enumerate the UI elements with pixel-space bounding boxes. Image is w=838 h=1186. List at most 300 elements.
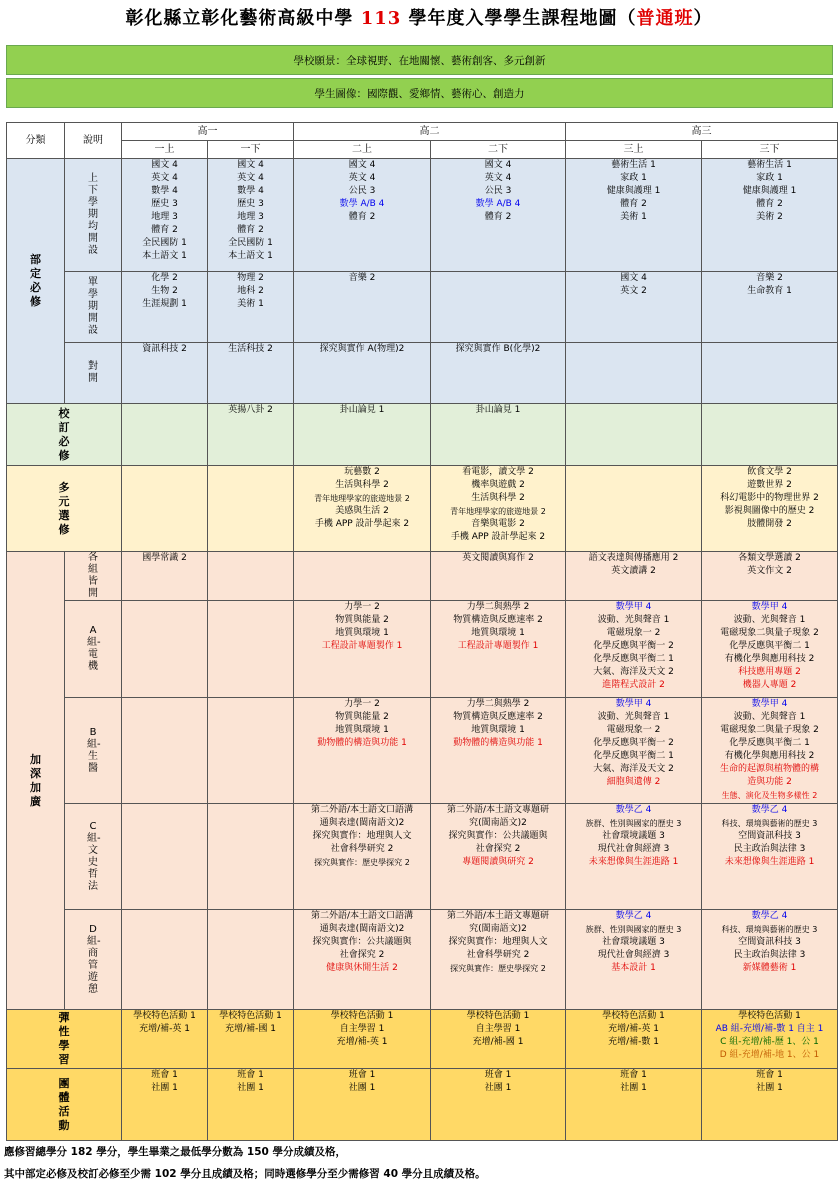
course-item: 有機化學與應用科技 2 xyxy=(724,654,815,664)
course-item: 探究與實作：地理與人文 xyxy=(312,831,412,841)
course-item: 現代社會與經濟 3 xyxy=(597,844,670,854)
course-item: 國文 4 xyxy=(620,273,647,283)
course-item: 科技、環境與藝術的歷史 3 xyxy=(721,925,818,934)
course-item: 生活與科學 2 xyxy=(471,493,525,503)
course-cell xyxy=(294,159,431,272)
course-item: 充增/補-國 1 xyxy=(225,1024,276,1034)
course-item: 體育 2 xyxy=(620,199,647,209)
course-item: 化學反應與平衡一 2 xyxy=(593,738,674,748)
course-item: 科技、環境與藝術的歷史 3 xyxy=(721,819,818,828)
course-item: 社會科學研究 2 xyxy=(466,950,530,960)
course-item: 數學甲 4 xyxy=(751,602,788,612)
course-item: 班會 1 xyxy=(348,1070,376,1080)
course-item: 大氣、海洋及天文 2 xyxy=(593,764,674,774)
course-item: 探究與實作：歷史學探究 2 xyxy=(450,964,546,973)
curriculum-body xyxy=(7,159,838,1141)
course-item: 數學乙 4 xyxy=(615,805,652,815)
category-label: 彈性學習 xyxy=(58,1011,70,1066)
course-item: 班會 1 xyxy=(151,1070,178,1080)
course-cell xyxy=(431,343,566,404)
course-item: 英文 2 xyxy=(620,286,647,296)
header-term: 二下 xyxy=(431,141,566,159)
course-item: 數學甲 4 xyxy=(615,602,652,612)
course-item: 族群、性別與國家的歷史 3 xyxy=(585,925,682,934)
course-item: 社團 1 xyxy=(756,1083,783,1093)
student-portrait-banner: 學生圖像：國際觀、愛鄉情、藝術心、創造力 xyxy=(6,78,833,108)
course-cell xyxy=(294,404,431,466)
course-item: 未來想像與生涯進路 1 xyxy=(724,857,815,867)
course-item: 充增/補-英 1 xyxy=(608,1024,659,1034)
course-cell xyxy=(122,1010,208,1069)
course-item: 電磁現象一 2 xyxy=(606,628,661,638)
course-item: 化學 2 xyxy=(151,273,178,283)
course-item: 健康與護理 1 xyxy=(742,186,797,196)
course-item: 現代社會與經濟 3 xyxy=(597,950,670,960)
course-item: 社會環境議題 3 xyxy=(602,831,665,841)
course-item: 探究與實作 B(化學)2 xyxy=(455,344,541,354)
title-suffix: ） xyxy=(693,8,713,29)
course-item: C 組-充增/補-歷 1、公 1 xyxy=(720,1037,819,1047)
course-cell xyxy=(566,404,702,466)
course-cell xyxy=(431,601,566,698)
course-cell xyxy=(702,272,838,343)
course-item: 美感與生活 2 xyxy=(335,506,389,516)
header-term: 三下 xyxy=(702,141,838,159)
course-item: 地理 3 xyxy=(151,212,178,222)
course-item: 細胞與遺傳 2 xyxy=(606,777,661,787)
course-item: 國文 4 xyxy=(151,160,178,170)
course-item: 英揚八卦 2 xyxy=(228,405,273,415)
curriculum-row xyxy=(7,272,838,343)
course-item: 數學 4 xyxy=(151,186,178,196)
course-item: 動物體的構造與功能 1 xyxy=(453,738,543,748)
course-item: 探究與實作：地理與人文 xyxy=(448,937,548,947)
header-term: 一上 xyxy=(122,141,208,159)
course-item: 手機 APP 設計學起來 2 xyxy=(450,532,546,542)
course-item: 力學一 2 xyxy=(344,602,380,612)
description-cell xyxy=(65,552,122,601)
course-item: 本土語文 1 xyxy=(228,251,273,261)
course-cell xyxy=(566,466,702,552)
header-term: 一下 xyxy=(208,141,294,159)
course-cell xyxy=(208,804,294,910)
course-cell xyxy=(122,1069,208,1141)
course-cell xyxy=(702,552,838,601)
course-cell xyxy=(702,910,838,1010)
course-item: 有機化學與應用科技 2 xyxy=(724,751,815,761)
course-item: 民主政治與法律 3 xyxy=(733,950,806,960)
course-item: 化學反應與平衡二 1 xyxy=(593,654,674,664)
course-item: 波動、光與聲音 1 xyxy=(733,712,806,722)
curriculum-row xyxy=(7,910,838,1010)
course-cell xyxy=(208,404,294,466)
course-cell xyxy=(566,343,702,404)
course-cell xyxy=(431,1069,566,1141)
course-item: AB 組-充增/補-數 1 自主 1 xyxy=(715,1024,824,1034)
course-item: 玩藝數 2 xyxy=(344,467,380,477)
course-item: 數學甲 4 xyxy=(751,699,788,709)
course-item: 新媒體藝術 1 xyxy=(742,963,797,973)
course-item: 國學常識 2 xyxy=(142,553,187,563)
course-item: 音樂 2 xyxy=(348,273,376,283)
course-item: 全民國防 1 xyxy=(228,238,273,248)
curriculum-row xyxy=(7,552,838,601)
course-item: 學校特色活動 1 xyxy=(330,1011,394,1021)
course-cell xyxy=(208,910,294,1010)
course-item: 第二外語/本土語文專題研 xyxy=(446,805,550,815)
course-item: 藝術生活 1 xyxy=(747,160,792,170)
course-item: 體育 2 xyxy=(484,212,512,222)
category-label: 多元選修 xyxy=(58,480,70,536)
course-item: 波動、光與聲音 1 xyxy=(597,712,670,722)
course-item: 化學反應與平衡一 2 xyxy=(593,641,674,651)
curriculum-row xyxy=(7,466,838,552)
header-category: 分類 xyxy=(7,123,65,159)
course-item: 卦山論見 1 xyxy=(475,405,521,415)
description-cell xyxy=(65,601,122,698)
description-cell xyxy=(65,910,122,1010)
course-item: 波動、光與聲音 1 xyxy=(597,615,670,625)
course-item: 物質與能量 2 xyxy=(335,615,389,625)
course-item: 探究與實作：公共議題與 xyxy=(448,831,548,841)
course-item: 社團 1 xyxy=(151,1083,178,1093)
course-item: 波動、光與聲音 1 xyxy=(733,615,806,625)
course-item: 第二外語/本土語文專題研 xyxy=(446,911,550,921)
course-item: 探究與實作 A(物理)2 xyxy=(319,344,405,354)
course-item: 社團 1 xyxy=(237,1083,264,1093)
course-item: 數學甲 4 xyxy=(615,699,652,709)
course-cell xyxy=(702,404,838,466)
course-item: 第二外語/本土語文口語溝 xyxy=(310,805,414,815)
course-item: 數學 4 xyxy=(237,186,264,196)
category-cell xyxy=(7,466,122,552)
course-cell xyxy=(702,1010,838,1069)
category-cell xyxy=(7,1069,122,1141)
course-item: 家政 1 xyxy=(620,173,647,183)
course-item: 未來想像與生涯進路 1 xyxy=(588,857,679,867)
course-cell xyxy=(431,552,566,601)
course-cell xyxy=(208,466,294,552)
course-item: 國文 4 xyxy=(348,160,376,170)
footer-credit-requirement: 其中部定必修及校訂必修至少需 102 學分且成績及格；同時選修學分至少需修習 40 學分且成績及格。 xyxy=(4,1168,486,1180)
course-item: 青年地理學家的旅遊地景 2 xyxy=(450,507,546,516)
course-item: 地質與環境 1 xyxy=(471,628,525,638)
course-item: 物質與能量 2 xyxy=(335,712,389,722)
curriculum-row xyxy=(7,404,838,466)
course-cell xyxy=(566,804,702,910)
course-item: 學校特色活動 1 xyxy=(133,1011,196,1021)
course-cell xyxy=(122,601,208,698)
description-label: D組-商管遊憩 xyxy=(87,923,101,995)
course-item: 英文 4 xyxy=(484,173,512,183)
course-item: 青年地理學家的旅遊地景 2 xyxy=(314,494,410,503)
footer-credit-total: 應修習總學分 182 學分，學生畢業之最低學分數為 150 學分成績及格， xyxy=(4,1146,346,1158)
course-item: 通與表達(閩南語文)2 xyxy=(319,924,405,934)
course-item: 肢體開發 2 xyxy=(747,519,792,529)
title-year: 113 xyxy=(360,8,402,29)
course-item: 家政 1 xyxy=(756,173,783,183)
course-item: 物質構造與反應速率 2 xyxy=(453,712,543,722)
course-item: 語文表達與傳播應用 2 xyxy=(588,553,679,563)
category-cell xyxy=(7,552,65,1010)
course-item: 探究與實作：歷史學探究 2 xyxy=(314,858,410,867)
header-grade-1: 高一 xyxy=(122,123,294,141)
course-item: 英文 4 xyxy=(348,173,376,183)
course-cell xyxy=(294,698,431,804)
course-cell xyxy=(122,698,208,804)
description-label: B組-生醫 xyxy=(87,726,101,774)
course-item: 藝術生活 1 xyxy=(611,160,656,170)
course-item: 公民 3 xyxy=(484,186,512,196)
description-label: A組-電機 xyxy=(87,625,101,672)
course-item: 學校特色活動 1 xyxy=(738,1011,801,1021)
course-cell xyxy=(702,698,838,804)
course-item: 社會探究 2 xyxy=(475,844,521,854)
course-item: 生態、演化及生物多樣性 2 xyxy=(721,791,818,800)
course-item: 影視與圖像中的歷史 2 xyxy=(724,506,815,516)
course-item: 電磁現象一 2 xyxy=(606,725,661,735)
school-vision-banner: 學校願景：全球視野、在地關懷、藝術創客、多元創新 xyxy=(6,45,833,75)
course-item: 數學乙 4 xyxy=(751,911,788,921)
course-item: 究(閩南語文)2 xyxy=(469,924,527,934)
course-item: 電磁現象二與量子現象 2 xyxy=(720,725,819,735)
course-item: 地質與環境 1 xyxy=(471,725,525,735)
header-term: 三上 xyxy=(566,141,702,159)
course-item: 英文閱讀與寫作 2 xyxy=(462,553,534,563)
course-item: 地質與環境 1 xyxy=(335,628,389,638)
course-item: 看電影，讀文學 2 xyxy=(462,467,534,477)
course-cell xyxy=(208,1010,294,1069)
course-item: 英文 4 xyxy=(237,173,264,183)
course-item: 族群、性別與國家的歷史 3 xyxy=(585,819,682,828)
page-title xyxy=(0,4,838,30)
course-item: 地科 2 xyxy=(237,286,264,296)
course-item: 數學 A/B 4 xyxy=(339,199,385,209)
course-item: 化學反應與平衡二 1 xyxy=(593,751,674,761)
course-cell xyxy=(702,343,838,404)
header-grade-3: 高三 xyxy=(566,123,838,141)
course-cell xyxy=(431,466,566,552)
course-item: 資訊科技 2 xyxy=(142,344,187,354)
course-item: 學校特色活動 1 xyxy=(466,1011,530,1021)
course-cell xyxy=(122,159,208,272)
category-cell xyxy=(7,404,122,466)
course-item: 生物 2 xyxy=(151,286,178,296)
course-item: 班會 1 xyxy=(237,1070,264,1080)
description-cell xyxy=(65,343,122,404)
course-item: 體育 2 xyxy=(151,225,178,235)
course-item: 英文讀講 2 xyxy=(611,566,656,576)
course-item: 空間資訊科技 3 xyxy=(738,831,801,841)
course-cell xyxy=(566,159,702,272)
course-item: 國文 4 xyxy=(484,160,512,170)
course-cell xyxy=(566,601,702,698)
course-cell xyxy=(431,404,566,466)
course-item: 英文 4 xyxy=(151,173,178,183)
course-item: 本土語文 1 xyxy=(142,251,187,261)
title-middle: 學年度入學學生課程地圖（ xyxy=(401,8,637,29)
course-item: 科技應用專題 2 xyxy=(738,667,801,677)
course-item: 歷史 3 xyxy=(237,199,264,209)
course-cell xyxy=(702,466,838,552)
course-item: 美術 1 xyxy=(237,299,264,309)
course-item: 社會科學研究 2 xyxy=(330,844,394,854)
course-item: 美術 1 xyxy=(620,212,647,222)
course-cell xyxy=(566,910,702,1010)
course-cell xyxy=(122,343,208,404)
course-item: 物質構造與反應速率 2 xyxy=(453,615,543,625)
curriculum-row xyxy=(7,1010,838,1069)
course-cell xyxy=(431,804,566,910)
curriculum-row xyxy=(7,804,838,910)
description-cell xyxy=(65,272,122,343)
course-item: 化學反應與平衡二 1 xyxy=(729,738,810,748)
description-label: 各組皆開 xyxy=(88,552,98,599)
course-item: 全民國防 1 xyxy=(142,238,187,248)
course-item: 究(閩南語文)2 xyxy=(469,818,527,828)
course-item: 地質與環境 1 xyxy=(335,725,389,735)
course-cell xyxy=(294,1069,431,1141)
course-item: 數學乙 4 xyxy=(751,805,788,815)
course-cell xyxy=(431,698,566,804)
course-cell xyxy=(294,601,431,698)
header-term: 二上 xyxy=(294,141,431,159)
course-item: 充增/補-英 1 xyxy=(139,1024,190,1034)
description-label: C組-文史哲法 xyxy=(87,820,101,892)
course-item: 生活科技 2 xyxy=(228,344,273,354)
course-item: 歷史 3 xyxy=(151,199,178,209)
curriculum-table xyxy=(6,122,838,1141)
course-item: 化學反應與平衡二 1 xyxy=(729,641,810,651)
course-item: 通與表達(閩南語文)2 xyxy=(319,818,405,828)
course-item: 遊數世界 2 xyxy=(747,480,792,490)
course-item: 國文 4 xyxy=(237,160,264,170)
category-cell xyxy=(7,1010,122,1069)
course-item: 社會環境議題 3 xyxy=(602,937,665,947)
course-item: 充增/補-數 1 xyxy=(608,1037,659,1047)
course-cell xyxy=(294,910,431,1010)
course-item: 健康與護理 1 xyxy=(606,186,661,196)
curriculum-row xyxy=(7,1069,838,1141)
course-cell xyxy=(294,1010,431,1069)
course-item: 科幻電影中的物理世界 2 xyxy=(720,493,819,503)
course-item: 工程設計專題製作 1 xyxy=(457,641,539,651)
course-item: 進階程式設計 2 xyxy=(602,680,665,690)
description-cell xyxy=(65,159,122,272)
course-item: 第二外語/本土語文口語溝 xyxy=(310,911,414,921)
course-item: 學校特色活動 1 xyxy=(219,1011,282,1021)
course-cell xyxy=(702,1069,838,1141)
course-item: 班會 1 xyxy=(620,1070,647,1080)
course-cell xyxy=(122,804,208,910)
course-cell xyxy=(566,698,702,804)
course-cell xyxy=(208,159,294,272)
course-item: 健康與休閒生活 2 xyxy=(326,963,398,973)
curriculum-row xyxy=(7,159,838,272)
course-item: 力學二與熱學 2 xyxy=(466,602,530,612)
course-item: 基本設計 1 xyxy=(611,963,656,973)
course-item: 各類文學選讀 2 xyxy=(738,553,801,563)
course-cell xyxy=(566,1010,702,1069)
course-cell xyxy=(431,159,566,272)
course-cell xyxy=(122,404,208,466)
course-item: 自主學習 1 xyxy=(475,1024,521,1034)
course-cell xyxy=(208,552,294,601)
curriculum-row xyxy=(7,601,838,698)
title-class: 普通班 xyxy=(636,8,694,29)
course-item: 充增/補-英 1 xyxy=(336,1037,388,1047)
course-cell xyxy=(431,272,566,343)
course-item: 社團 1 xyxy=(484,1083,512,1093)
category-label: 校訂必修 xyxy=(58,406,70,462)
course-cell xyxy=(294,272,431,343)
course-cell xyxy=(122,552,208,601)
course-item: 專題閱讀與研究 2 xyxy=(462,857,534,867)
course-item: 班會 1 xyxy=(756,1070,783,1080)
course-item: 生命的起源與植物體的構 xyxy=(719,764,819,774)
course-item: 自主學習 1 xyxy=(339,1024,385,1034)
course-item: 生活與科學 2 xyxy=(335,480,389,490)
course-item: 公民 3 xyxy=(348,186,376,196)
course-cell xyxy=(294,804,431,910)
course-item: 機率與遊戲 2 xyxy=(471,480,525,490)
description-cell xyxy=(65,698,122,804)
course-item: 生涯規劃 1 xyxy=(142,299,187,309)
course-item: D 組-充增/補-地 1、公 1 xyxy=(719,1050,820,1060)
course-item: 學校特色活動 1 xyxy=(602,1011,665,1021)
course-item: 音樂與電影 2 xyxy=(471,519,525,529)
course-item: 手機 APP 設計學起來 2 xyxy=(314,519,410,529)
course-item: 英文作文 2 xyxy=(747,566,792,576)
course-item: 社團 1 xyxy=(620,1083,647,1093)
header-description: 說明 xyxy=(65,123,122,159)
course-cell xyxy=(566,1069,702,1141)
course-cell xyxy=(122,910,208,1010)
category-label: 部定必修 xyxy=(30,253,41,308)
course-item: 音樂 2 xyxy=(756,273,783,283)
course-cell xyxy=(566,272,702,343)
course-cell xyxy=(122,466,208,552)
course-item: 卦山論見 1 xyxy=(339,405,385,415)
course-item: 民主政治與法律 3 xyxy=(733,844,806,854)
category-label: 加深加廣 xyxy=(30,752,41,808)
course-item: 空間資訊科技 3 xyxy=(738,937,801,947)
course-item: 班會 1 xyxy=(484,1070,512,1080)
course-item: 力學一 2 xyxy=(344,699,380,709)
course-cell xyxy=(431,910,566,1010)
course-item: 地理 3 xyxy=(237,212,264,222)
header-grade-2: 高二 xyxy=(294,123,566,141)
course-cell xyxy=(294,343,431,404)
description-label: 對開 xyxy=(88,361,98,384)
curriculum-row xyxy=(7,698,838,804)
course-cell xyxy=(702,601,838,698)
course-item: 社會探究 2 xyxy=(339,950,385,960)
course-cell xyxy=(294,466,431,552)
course-item: 數學乙 4 xyxy=(615,911,652,921)
course-item: 體育 2 xyxy=(756,199,783,209)
course-item: 生命教育 1 xyxy=(747,286,792,296)
course-item: 大氣、海洋及天文 2 xyxy=(593,667,674,677)
course-item: 電磁現象二與量子現象 2 xyxy=(720,628,819,638)
course-item: 動物體的構造與功能 1 xyxy=(317,738,407,748)
course-cell xyxy=(122,272,208,343)
course-item: 探究與實作：公共議題與 xyxy=(312,937,412,947)
description-label: 單學期開設 xyxy=(88,277,98,336)
course-item: 工程設計專題製作 1 xyxy=(321,641,403,651)
course-cell xyxy=(208,272,294,343)
course-cell xyxy=(208,601,294,698)
